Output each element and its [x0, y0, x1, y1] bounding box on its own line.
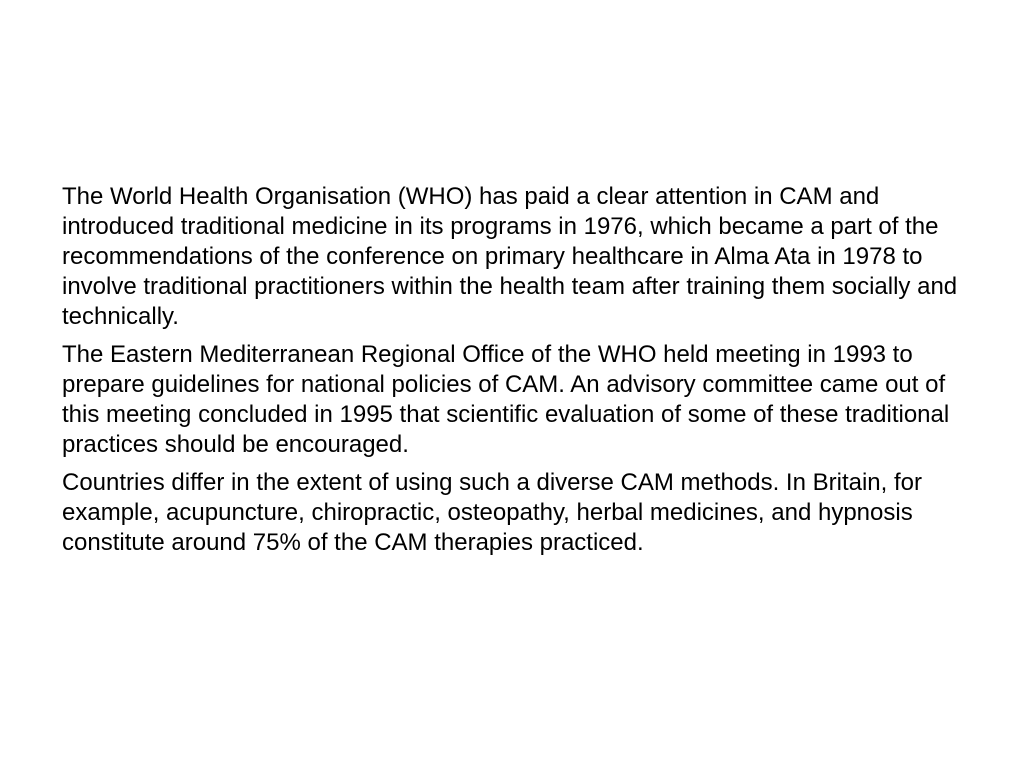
paragraph-countries-differ: Countries differ in the extent of using such a diverse CAM methods. In Britain, for example, acupuncture, chiropractic, osteopathy, herbal medicines, and hypnosis constitute around 75% of the CAM therapies practiced. [62, 469, 922, 556]
slide-body [62, 182, 962, 566]
paragraph-who-cam: The World Health Organisation (WHO) has paid a clear attention in CAM and introduced traditional medicine in its programs in 1976, which became a part of the recommendations of the conference on primary healthcare in Alma Ata in 1978 to involve traditional practitioners within the health team after training them socially and technically. [62, 183, 958, 330]
paragraph-emro-meeting: The Eastern Mediterranean Regional Office of the WHO held meeting in 1993 to prepare guidelines for national policies of CAM. An advisory committee came out of this meeting concluded in 1995 that scientific evaluation of some of these traditional practices should be encouraged. [62, 341, 950, 458]
